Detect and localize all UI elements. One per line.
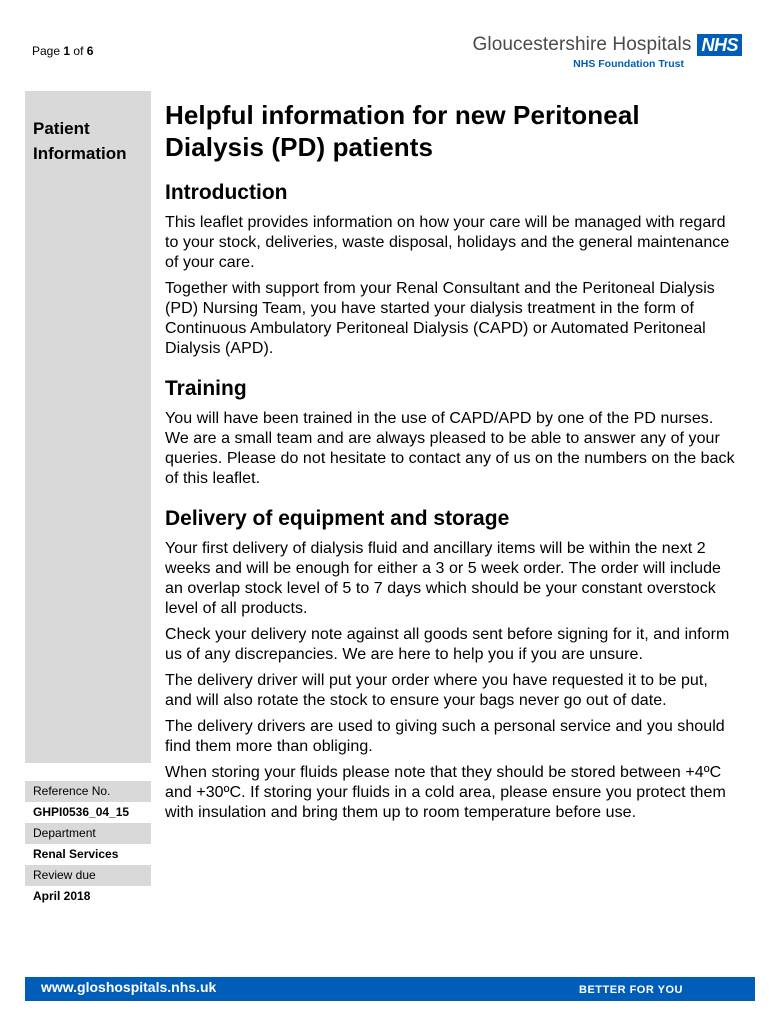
footer-tagline: BETTER FOR YOU <box>579 984 683 996</box>
footer-bar <box>25 977 755 1001</box>
document-title-line2: Dialysis (PD) patients <box>165 132 434 162</box>
paragraph: The delivery drivers are used to giving such a personal service and you should find them more than obliging. <box>165 718 725 755</box>
paragraph: This leaflet provides information on how your care will be managed with regard to your stock, deliveries, waste disposal, holidays and the general maintenance of your care. <box>165 214 730 271</box>
sidebar-panel <box>25 91 151 763</box>
footer-website-link[interactable]: www.gloshospitals.nhs.uk <box>41 979 217 995</box>
section-heading-introduction: Introduction <box>165 181 288 204</box>
paragraph: Check your delivery note against all goods sent before signing for it, and inform us of any discrepancies. We are here to help you if you are unsure. <box>165 626 730 663</box>
org-name: Gloucestershire Hospitals <box>472 34 692 55</box>
document-title-line1: Helpful information for new Peritoneal <box>165 100 640 130</box>
section-heading-training: Training <box>165 377 247 400</box>
main-content <box>165 99 735 829</box>
review-label: Review due <box>25 865 151 886</box>
sidebar-title-line1: Patient <box>33 119 90 138</box>
page-current: 1 <box>63 44 71 58</box>
paragraph: The delivery driver will put your order where you have requested it to be put, and will also rotate the stock to ensure your bags never go out of date. <box>165 672 708 709</box>
department-label: Department <box>25 823 151 844</box>
page-total: 6 <box>86 44 94 58</box>
paragraph: Together with support from your Renal Consultant and the Peritoneal Dialysis (PD) Nursing Team, you have started your dialysis treatment in the form of Continuous Ambulatory Peritoneal Dialysis (CAPD) or Automated Peritoneal Dialysis (APD). <box>165 280 715 357</box>
reference-value: GHPI0536_04_15 <box>33 805 130 819</box>
sidebar-title-line2: Information <box>33 144 127 163</box>
nhs-logo-mark: NHS <box>697 34 742 56</box>
section-heading-delivery: Delivery of equipment and storage <box>165 507 510 530</box>
paragraph: When storing your fluids please note that they should be stored between +4ºC and +30ºC. If storing your fluids in a cold area, please ensure you protect them with insulation and bring them up to room temperature before use. <box>165 764 726 821</box>
document-title <box>165 99 735 163</box>
paragraph: Your first delivery of dialysis fluid and ancillary items will be within the next 2 weeks and will be enough for either a 3 or 5 week order. The order will include an overlap stock level of 5 to 7 days which should be your constant overstock level of all products. <box>165 540 721 617</box>
page-of: of <box>73 44 84 58</box>
page-prefix: Page <box>32 44 61 58</box>
paragraph: You will have been trained in the use of CAPD/APD by one of the PD nurses. We are a small team and are always pleased to be able to answer any of your queries. Please do not hesitate to contact any of us on the numbers on the back of this leaflet. <box>165 410 735 487</box>
nhs-trust-logo <box>473 34 743 70</box>
document-meta <box>25 781 151 907</box>
review-value: April 2018 <box>33 889 91 903</box>
reference-label: Reference No. <box>25 781 151 802</box>
department-value: Renal Services <box>33 847 119 861</box>
trust-name: NHS Foundation Trust <box>573 58 684 70</box>
page-number <box>32 44 93 58</box>
